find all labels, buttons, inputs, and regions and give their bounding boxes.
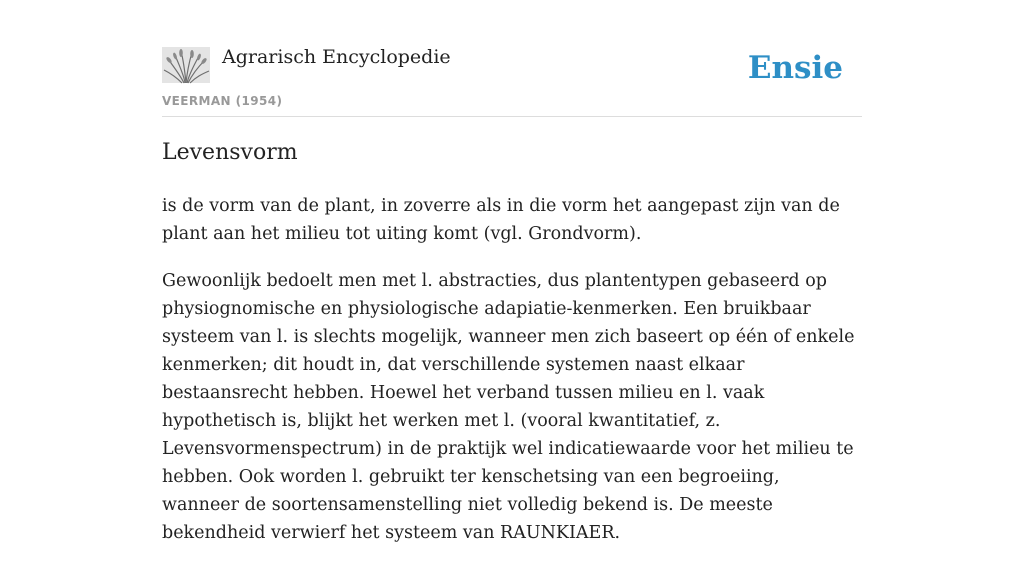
brand-logo-link[interactable]: Ensie (747, 50, 843, 86)
entry-title: Levensvorm (162, 140, 298, 165)
entry-body (162, 192, 862, 566)
wheat-engraving-icon[interactable] (162, 47, 210, 83)
source-header (162, 46, 862, 117)
author-credit: VEERMAN (1954) (162, 94, 283, 108)
paragraph-explanation: Gewoonlijk bedoelt men met l. abstracties, dus plantentypen gebaseerd op physiognomische en physiologische adapiatie-kenmerken. Een bruikbaar systeem van l. is slechts mogelijk, wanneer men zich baseert op één of enkele kenmerken; dit houdt in, dat verschillende systemen naast elkaar bestaansrecht hebben. Hoewel het verband tussen milieu en l. vaak hypothetisch is, blijkt het werken met l. (vooral kwantitatief, z. Levensvormenspectrum) in de praktijk wel indicatiewaarde voor het milieu te hebben. Ook worden l. gebruikt ter kenschetsing van een begroeiing, wanneer de soortensamenstelling niet volledig bekend is. De meeste bekendheid verwierf het systeem van RAUNKIAER. (162, 271, 855, 543)
paragraph-definition: is de vorm van de plant, in zoverre als in die vorm het aangepast zijn van de plant aan het milieu tot uiting komt (vgl. Grondvorm). (162, 196, 840, 244)
source-title[interactable]: Agrarisch Encyclopedie (222, 46, 451, 68)
